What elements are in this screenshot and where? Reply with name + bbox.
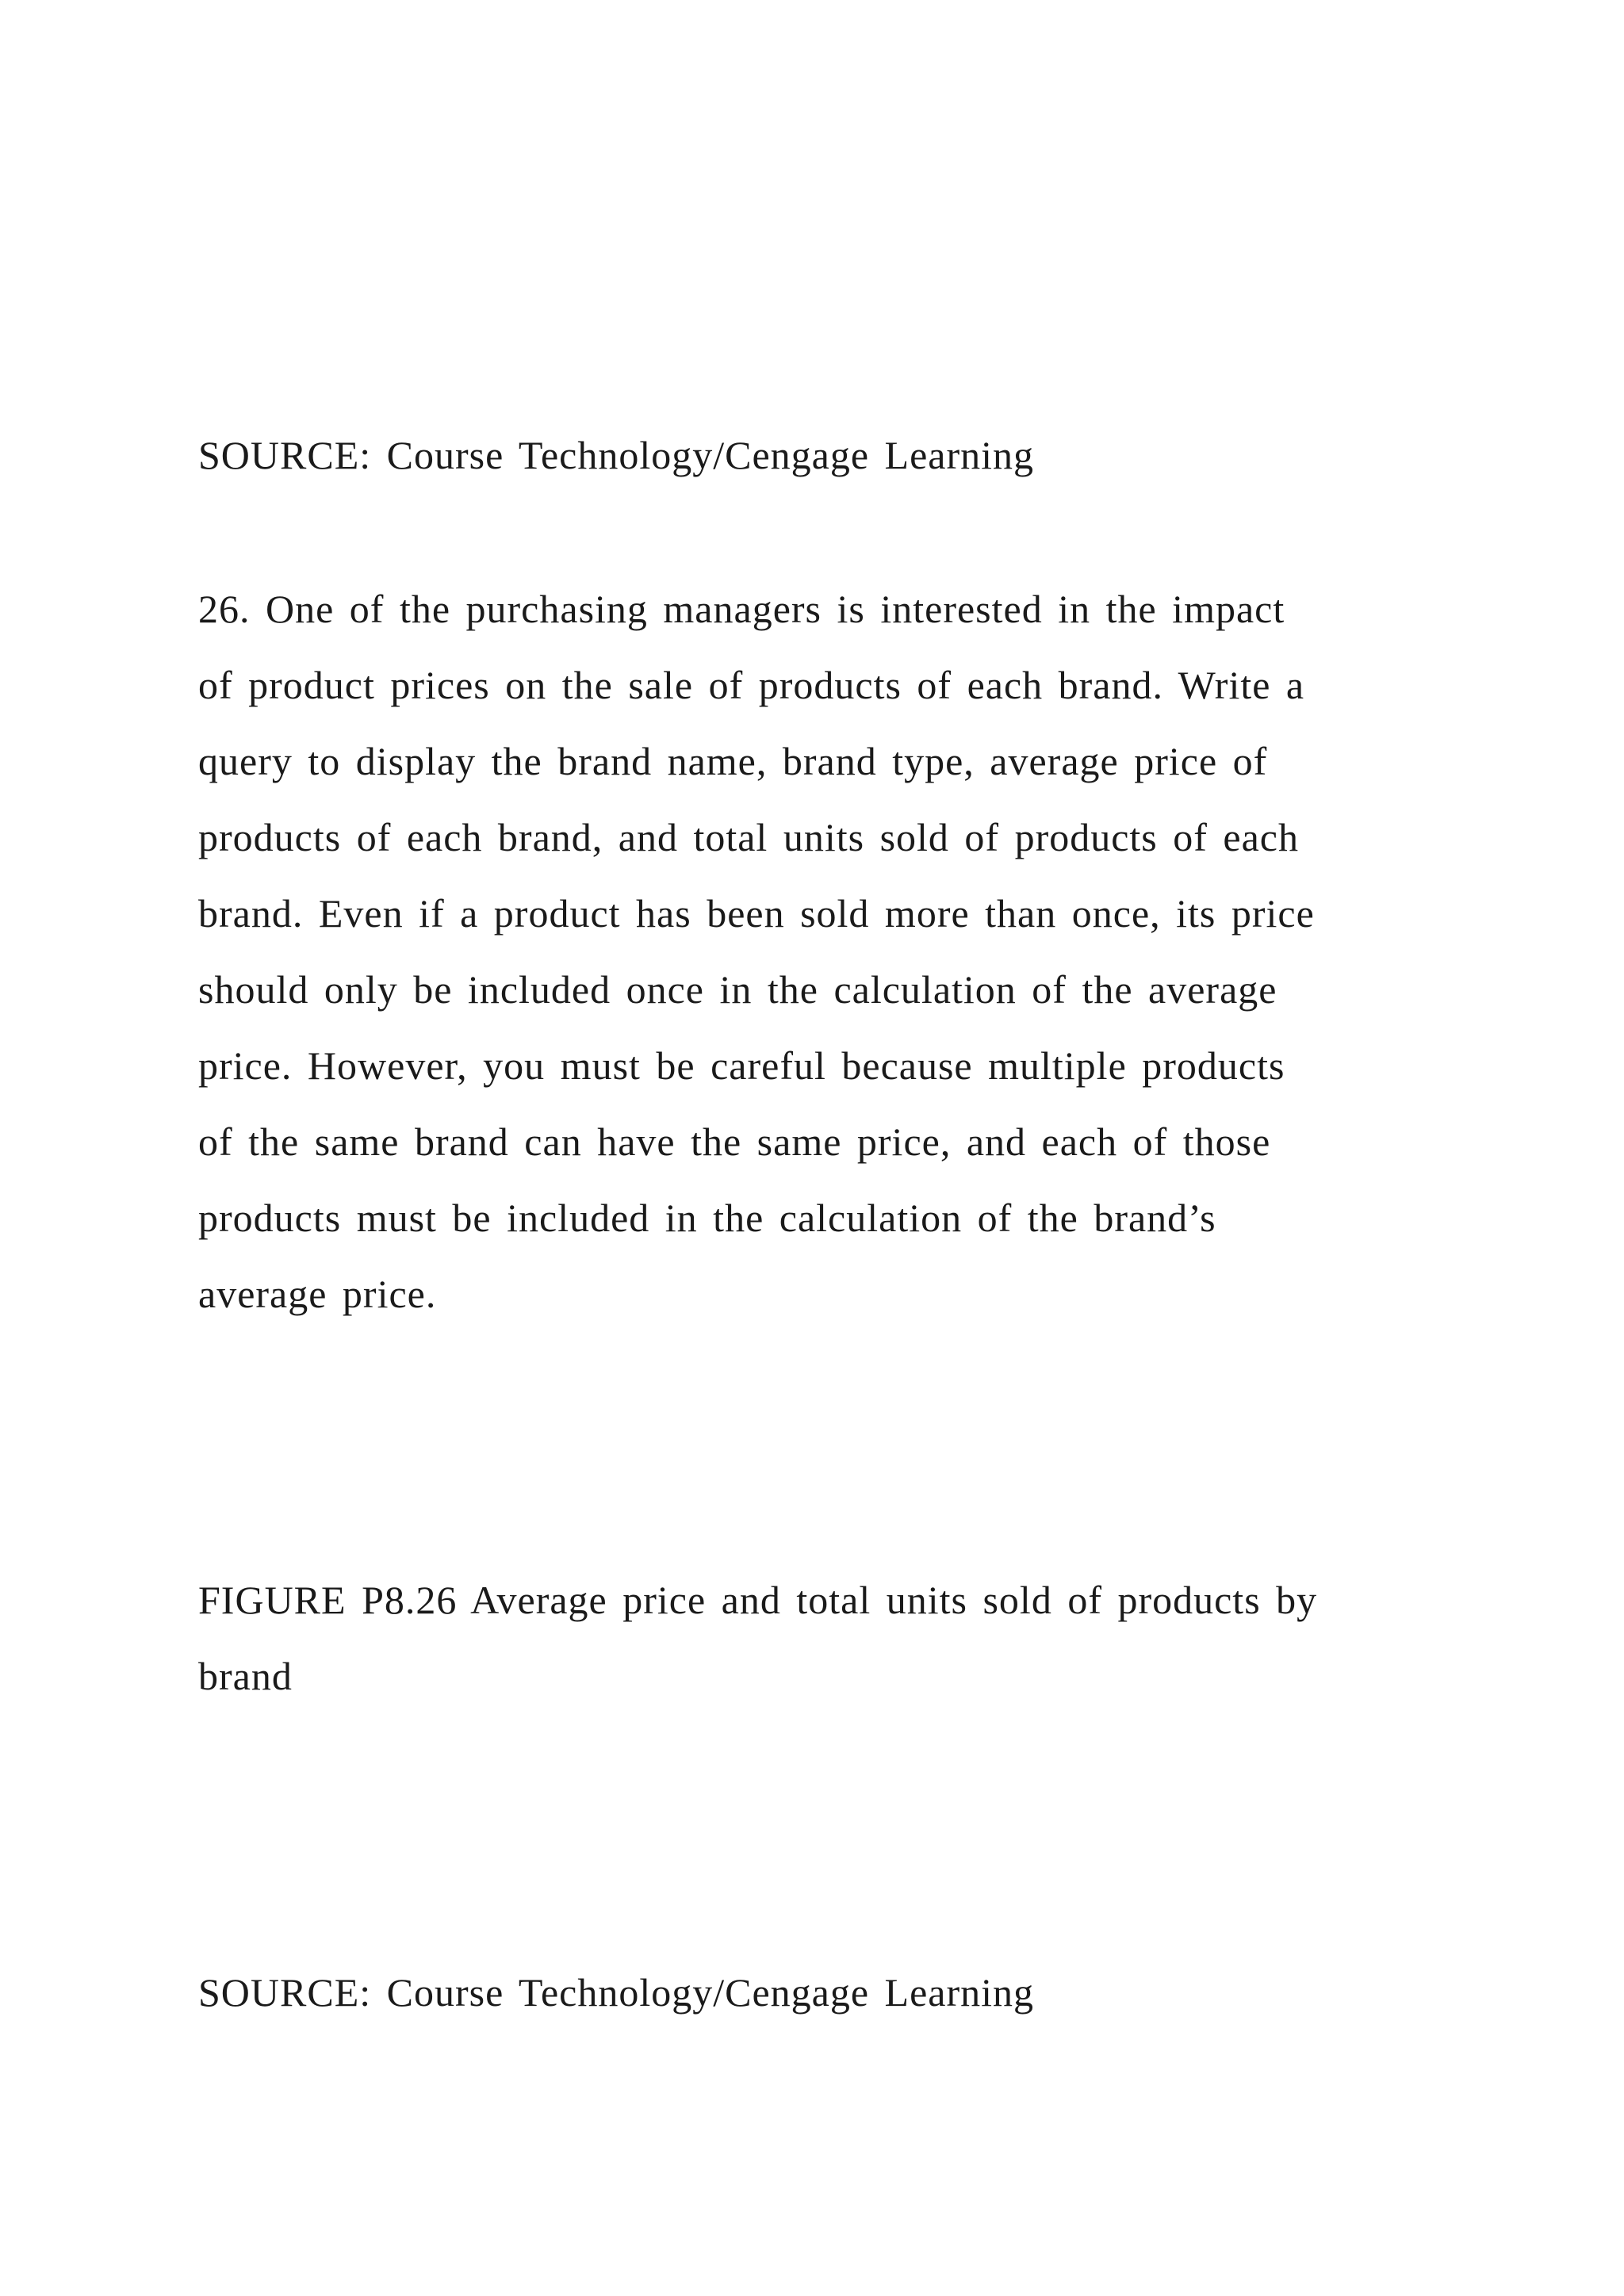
question-line: price. However, you must be careful because multiple products: [198, 1043, 1285, 1088]
caption-line: FIGURE P8.26 Average price and total units sold of products by: [198, 1578, 1318, 1622]
question-line: products of each brand, and total units sold of products of each: [198, 815, 1299, 859]
question-line: products must be included in the calculation of the brand’s: [198, 1196, 1216, 1240]
question-line: of the same brand can have the same price, and each of those: [198, 1119, 1271, 1164]
question-line: of product prices on the sale of products of each brand. Write a: [198, 663, 1305, 707]
source-credit-top: SOURCE: Course Technology/Cengage Learning: [198, 433, 1035, 477]
question-line: brand. Even if a product has been sold more than once, its price: [198, 891, 1315, 936]
figure-caption: [198, 1562, 1451, 1714]
source-credit-bottom: SOURCE: Course Technology/Cengage Learning: [198, 1970, 1035, 2015]
question-line: query to display the brand name, brand type, average price of: [198, 739, 1268, 783]
question-line: average price.: [198, 1272, 437, 1316]
question-line: should only be included once in the calculation of the average: [198, 967, 1277, 1012]
caption-line: brand: [198, 1654, 293, 1698]
question-line: 26. One of the purchasing managers is interested in the impact: [198, 587, 1285, 631]
question-26-paragraph: [198, 571, 1451, 1332]
